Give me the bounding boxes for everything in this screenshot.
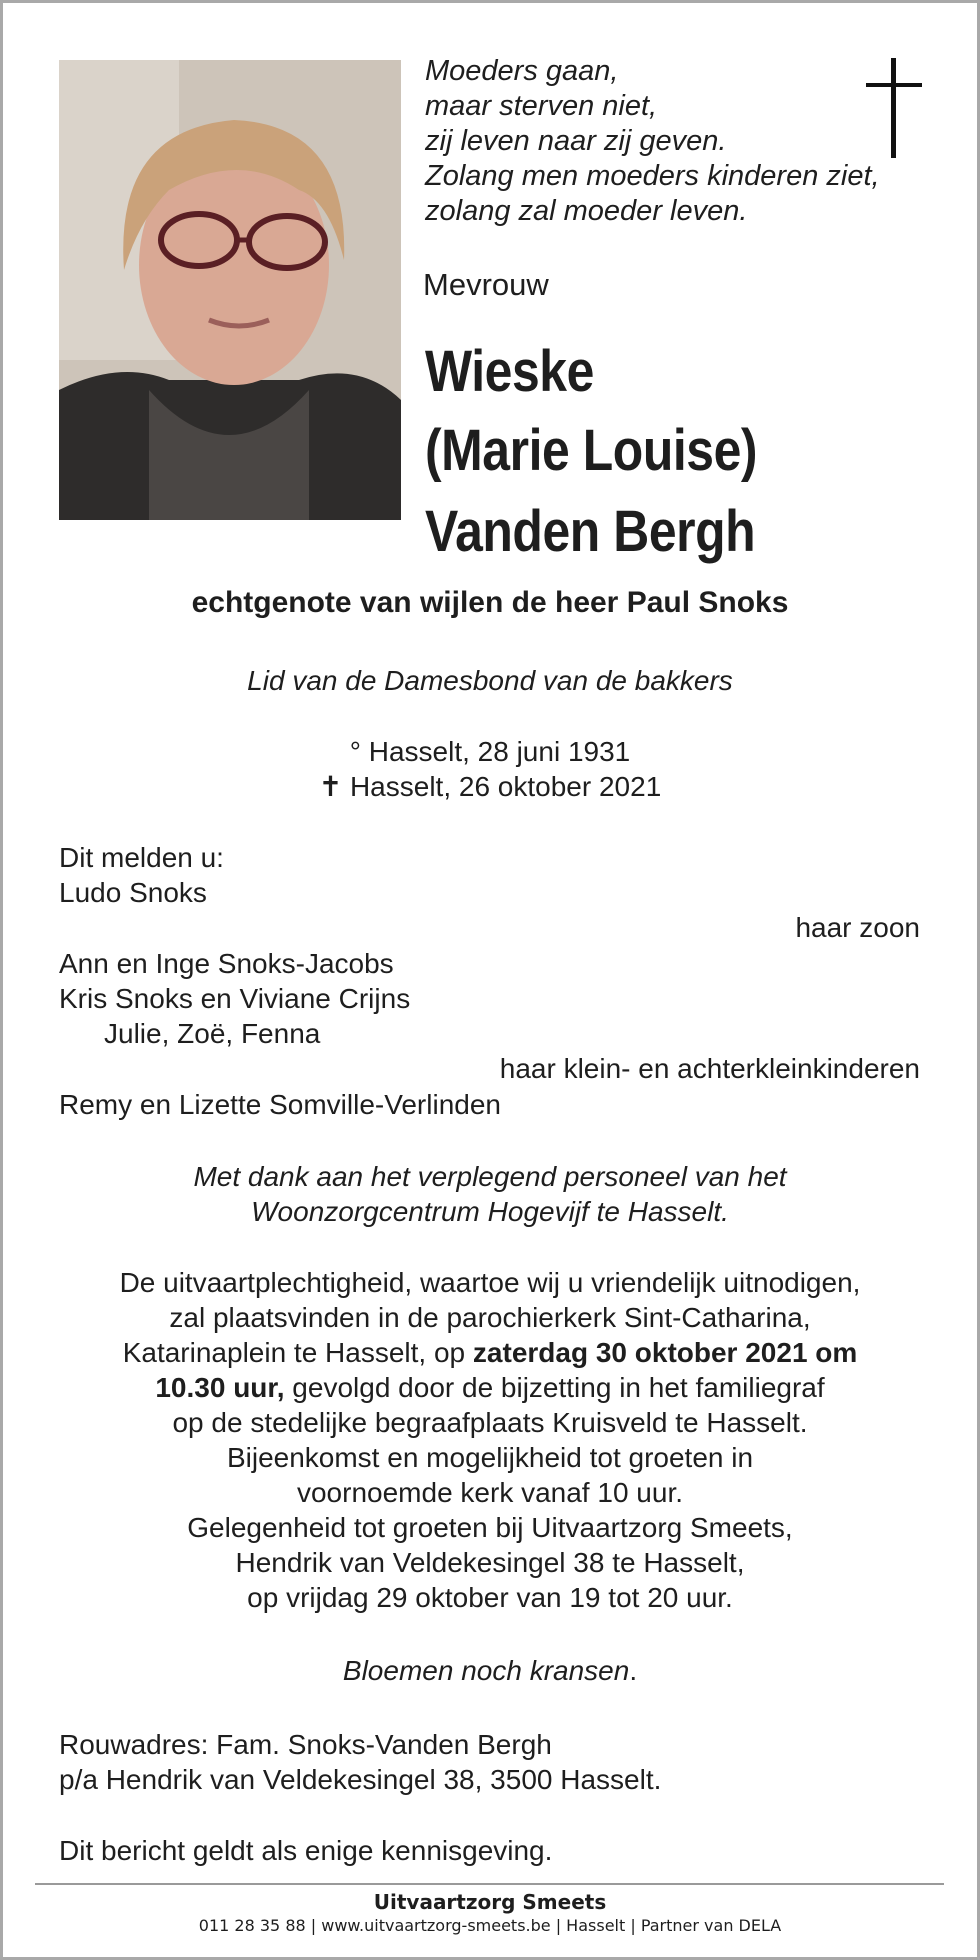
footer-details: 011 28 35 88 | www.uitvaartzorg-smeets.be | Hasselt | Partner van DELA (198, 1916, 782, 1935)
ceremony-line: zal plaatsvinden in de parochierkerk Sint-Catharina, (169, 1302, 811, 1333)
deceased-name-line: Wieske (425, 339, 594, 404)
spouse-line: echtgenote van wijlen de heer Paul Snoks (191, 586, 789, 619)
flowers-period: . (629, 1655, 638, 1686)
mourning-address: Rouwadres: Fam. Snoks-Vanden Bergh (59, 1729, 552, 1760)
footer-divider (35, 1883, 944, 1885)
thanks-line: Woonzorgcentrum Hogevijf te Hasselt. (251, 1196, 729, 1227)
flowers-note (0, 1653, 980, 1688)
flowers-text: Bloemen noch kransen (342, 1655, 630, 1686)
birth-date: ° Hasselt, 28 juni 1931 (349, 736, 631, 767)
ceremony-time: 10.30 uur, (155, 1372, 285, 1403)
deceased-name-line: Vanden Bergh (425, 499, 756, 564)
ceremony-line: Gelegenheid tot groeten bij Uitvaartzorg Smeets, (187, 1512, 793, 1543)
poem-line: zolang zal moeder leven. (425, 195, 748, 227)
ceremony-text: gevolgd door de bijzetting in het familiegraf (284, 1372, 825, 1403)
portrait-photo (59, 60, 401, 520)
thanks-line: Met dank aan het verplegend personeel van het (193, 1161, 787, 1192)
ceremony-line: voornoemde kerk vanaf 10 uur. (296, 1477, 683, 1508)
family-member: Ludo Snoks (59, 877, 207, 908)
family-member: Ann en Inge Snoks-Jacobs (59, 948, 394, 979)
poem-line: maar sterven niet, (425, 90, 658, 122)
death-date: ✝ Hasselt, 26 oktober 2021 (318, 771, 662, 802)
ceremony-line: Bijeenkomst en mogelijkheid tot groeten in (226, 1442, 754, 1473)
ceremony-line: op vrijdag 29 oktober van 19 tot 20 uur. (247, 1582, 733, 1613)
poem-line: Zolang men moeders kinderen ziet, (425, 160, 880, 192)
ceremony-date: zaterdag 30 oktober 2021 om (472, 1337, 858, 1368)
notice: Dit bericht geldt als enige kennisgeving. (59, 1835, 553, 1866)
ceremony-line: De uitvaartplechtigheid, waartoe wij u vriendelijk uitnodigen, (119, 1267, 861, 1298)
family-member: Remy en Lizette Somville-Verlinden (59, 1089, 501, 1120)
ceremony-line (0, 1335, 980, 1370)
family-relation: haar zoon (795, 912, 920, 943)
family-member: Julie, Zoë, Fenna (104, 1018, 321, 1049)
mourning-address: p/a Hendrik van Veldekesingel 38, 3500 Hasselt. (59, 1764, 662, 1795)
poem-line: zij leven naar zij geven. (425, 125, 727, 157)
family-member: Kris Snoks en Viviane Crijns (59, 983, 411, 1014)
ceremony-text: Katarinaplein te Hasselt, op (122, 1337, 473, 1368)
announcers-intro: Dit melden u: (59, 842, 224, 873)
ceremony-line (0, 1370, 980, 1405)
cross-icon (866, 58, 922, 158)
footer-company: Uitvaartzorg Smeets (373, 1890, 607, 1914)
poem-line: Moeders gaan, (425, 55, 619, 87)
ceremony-line: op de stedelijke begraafplaats Kruisveld te Hasselt. (172, 1407, 808, 1438)
ceremony-line: Hendrik van Veldekesingel 38 te Hasselt, (235, 1547, 745, 1578)
deceased-name-line: (Marie Louise) (425, 418, 758, 483)
poem (425, 54, 880, 229)
membership: Lid van de Damesbond van de bakkers (247, 665, 733, 696)
family-relation: haar klein- en achterkleinkinderen (499, 1053, 920, 1084)
salutation: Mevrouw (423, 267, 549, 302)
